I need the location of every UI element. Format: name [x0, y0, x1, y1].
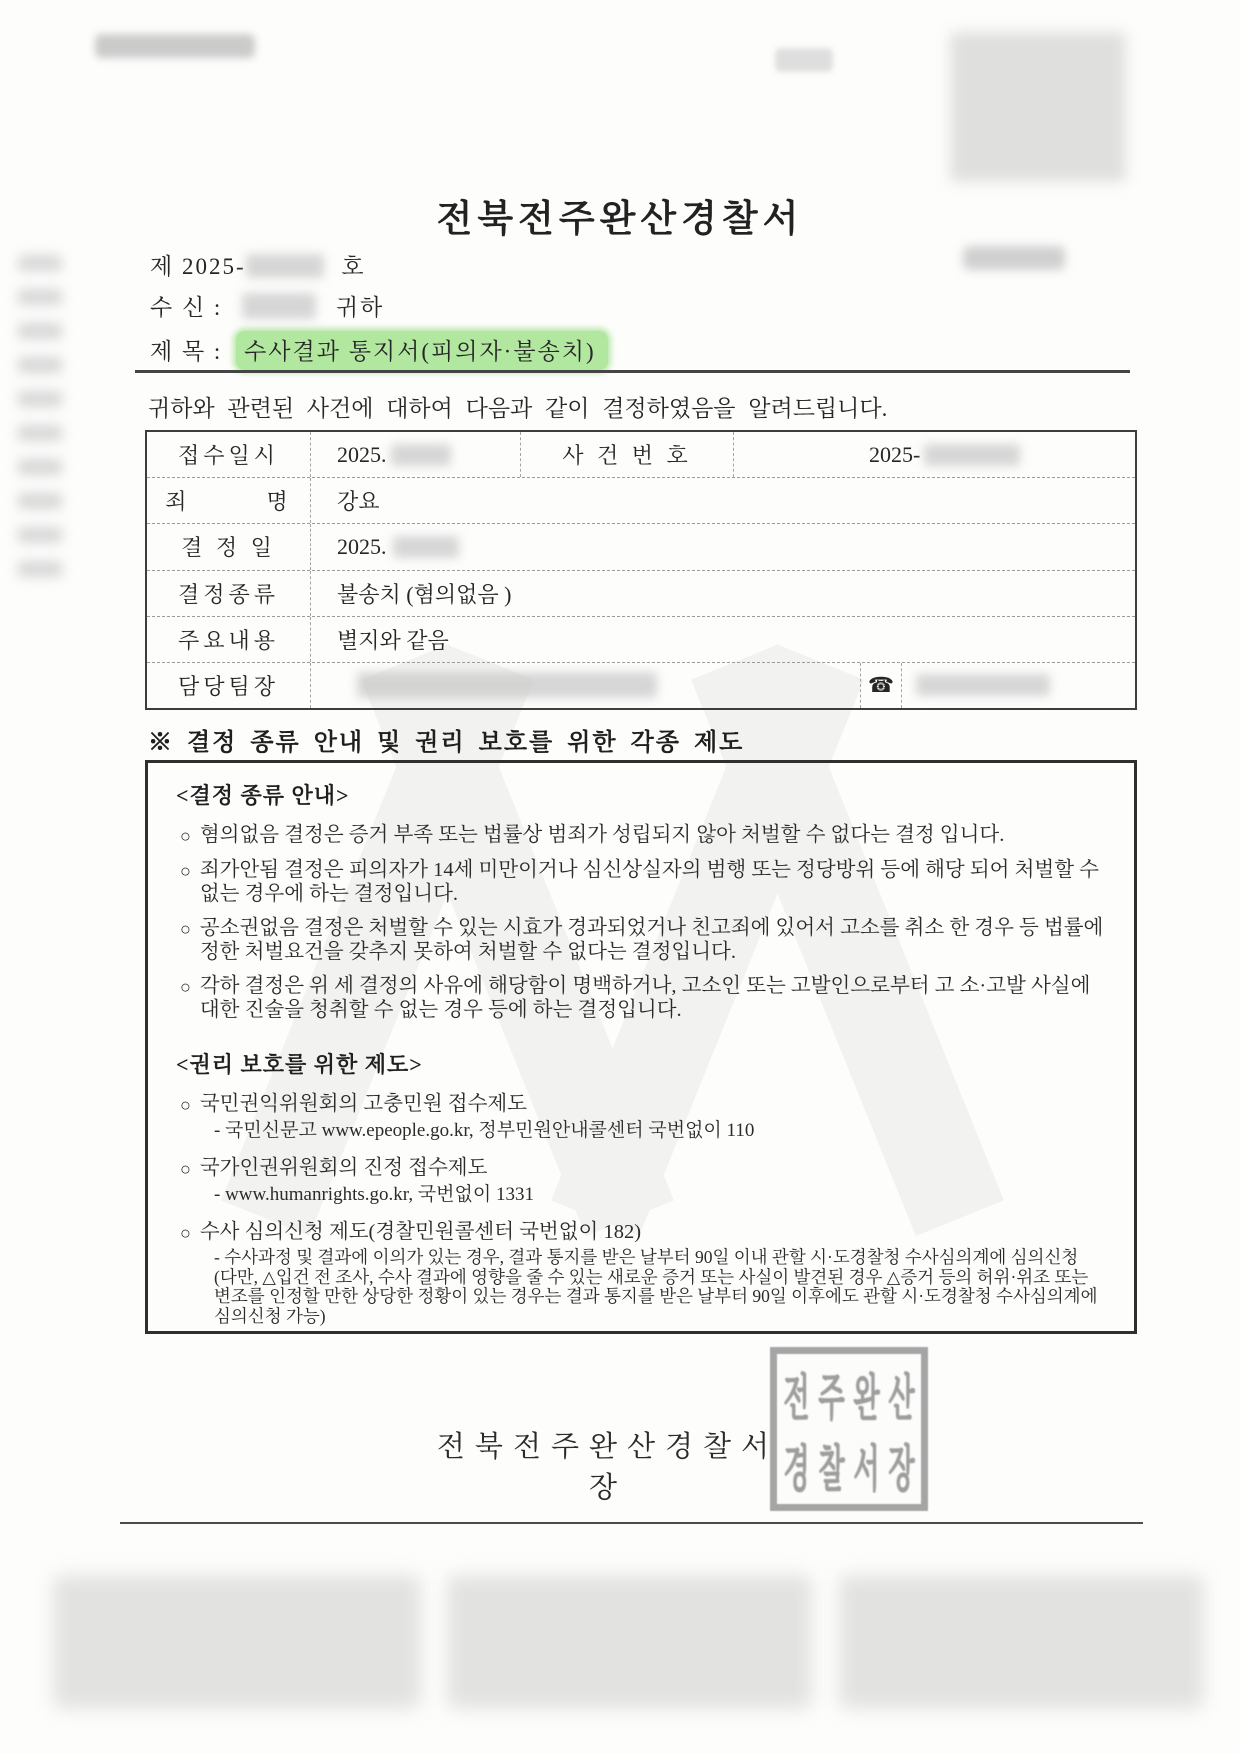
table-row [147, 523, 1135, 569]
seal-char: 서 [853, 1441, 880, 1497]
decision-item-text: 혐의없음 결정은 증거 부족 또는 법률상 범죄가 성립되지 않아 처벌할 수 없다는 결정 입니다. [199, 824, 1005, 846]
footer-divider [120, 1522, 1143, 1524]
rights-item [180, 1221, 1104, 1326]
decision-item [180, 824, 1104, 848]
header-divider [135, 370, 1130, 373]
seal-char: 찰 [818, 1441, 845, 1497]
bullet-icon: ○ [180, 977, 191, 997]
team-leader-cell [311, 663, 860, 708]
seal-char: 장 [888, 1441, 915, 1497]
redacted-doc-number [246, 254, 324, 278]
decision-item-text: 공소권없음 결정은 처벌할 수 있는 시효가 경과되었거나 친고죄에 있어서 고소를 취소 한 경우 등 법률에 정한 처벌요건을 갖추지 못하여 처벌할 수 없다는 결정입니다. [199, 917, 1104, 963]
bullet-icon: ○ [180, 1223, 191, 1243]
police-station-title: 전북전주완산경찰서 [436, 199, 804, 240]
info-box [145, 760, 1137, 1334]
section-heading: ※ 결정 종류 안내 및 권리 보호를 위한 각종 제도 [148, 730, 745, 756]
redacted-date [963, 246, 1065, 270]
seal-char: 경 [783, 1441, 810, 1497]
case-number-value: 2025- [869, 441, 921, 467]
rights-title: <권리 보호를 위한 제도> [176, 1052, 423, 1077]
redacted-footer-block [447, 1575, 812, 1709]
phone-number-cell [902, 663, 1135, 708]
row-label: 주요내용 [147, 617, 311, 662]
row-label: 결 정 일 [147, 524, 311, 569]
seal-char: 산 [888, 1370, 915, 1426]
case-number-cell [734, 432, 1135, 477]
redacted-footer-block [53, 1575, 421, 1709]
redacted-decision-date [393, 536, 459, 558]
phone-icon-cell [860, 663, 902, 708]
decision-item [180, 917, 1104, 964]
phone-icon: ☎ [867, 672, 895, 697]
decision-date-cell [311, 524, 1135, 569]
seal-char: 완 [853, 1370, 880, 1426]
decision-item-text: 각하 결정은 위 세 결정의 사유에 해당함이 명백하거나, 고소인 또는 고발인으로부터 고 소·고발 사실에 대한 진술을 청취할 수 없는 경우 등에 하는 결정입니다. [199, 975, 1091, 1021]
table-row [147, 570, 1135, 616]
table-row [147, 616, 1135, 662]
redacted-corner-block [950, 32, 1126, 182]
receipt-date-cell [311, 432, 520, 477]
bullet-icon: ○ [180, 1159, 191, 1179]
table-row [147, 432, 1135, 477]
redacted-phone-number [916, 674, 1050, 696]
rights-item-sub: - 수사과정 및 결과에 이의가 있는 경우, 결과 통지를 받은 날부터 90일 이내 관할 시·도경찰청 수사심의계에 심의신청 (다만, △입건 전 조사, 수사 결과에 영향을 줄 수 있는 새로운 증거 또는 사실이 발견된 경우 △증거 등의 허위·위조 또는 변조를 인정할 만한 상당한 정황이 있는 경우는 결과 통지를 받은 날부터 90일 이후에도 관할 시·도경찰청 수사심의계에 심의신청 가능) [214, 1247, 1098, 1326]
bullet-icon: ○ [180, 861, 191, 881]
decision-item [180, 975, 1104, 1022]
bullet-icon: ○ [180, 1095, 191, 1115]
chief-signature: 전북전주완산경찰서장 [436, 1431, 780, 1504]
subject-value-highlighted: 수사결과 통지서(피의자·불송치) [236, 331, 608, 370]
rights-item-sub: - www.humanrights.go.kr, 국번없이 1331 [214, 1184, 534, 1205]
decision-type-cell: 불송치 (혐의없음 ) [337, 581, 512, 607]
seal-char: 전 [783, 1370, 810, 1426]
redacted-header-text [95, 34, 255, 58]
receipt-date-value: 2025. [337, 441, 387, 467]
bullet-icon: ○ [180, 919, 191, 939]
rights-item [180, 1157, 1104, 1206]
rights-item-main: 국민권익위원회의 고충민원 접수제도 [199, 1093, 527, 1115]
table-row [147, 662, 1135, 708]
row-label: 죄 명 [147, 478, 311, 523]
rights-item-sub: - 국민신문고 www.epeople.go.kr, 정부민원안내콜센터 국번없이 110 [214, 1120, 755, 1141]
case-number-label: 사 건 번 호 [520, 432, 734, 477]
doc-number-suffix: 호 [341, 254, 366, 279]
redacted-recipient-name [242, 293, 316, 319]
rights-item-main: 수사 심의신청 제도(경찰민원콜센터 국번없이 182) [199, 1221, 642, 1243]
redacted-receipt-date [391, 444, 451, 466]
redacted-footer-block [839, 1575, 1204, 1709]
recipient-suffix: 귀하 [335, 295, 385, 320]
redacted-case-number [924, 444, 1020, 466]
row-label: 담당팀장 [147, 663, 311, 708]
row-label: 접수일시 [147, 432, 311, 477]
decision-item-text: 죄가안됨 결정은 피의자가 14세 미만이거나 심신상실자의 범행 또는 정당방위 등에 해당 되어 처벌할 수 없는 경우에 하는 결정입니다. [199, 859, 1099, 905]
bullet-icon: ○ [180, 826, 191, 846]
recipient-label: 수 신 : [150, 295, 223, 320]
decision-guide-title: <결정 종류 안내> [176, 783, 350, 808]
intro-sentence: 귀하와 관련된 사건에 대하여 다음과 같이 결정하였음을 알려드립니다. [148, 396, 888, 421]
faint-stamp-mark [775, 48, 833, 72]
decision-date-value: 2025. [337, 533, 387, 559]
doc-number-prefix: 제 2025- [150, 254, 246, 279]
decision-item [180, 859, 1104, 906]
redacted-margin-text [18, 255, 62, 585]
main-content-cell: 별지와 같음 [337, 627, 449, 653]
table-row [147, 477, 1135, 523]
row-label: 결정종류 [147, 571, 311, 616]
doc-number-line [150, 248, 366, 281]
decision-table [145, 430, 1137, 710]
offense-name-cell: 강요 [337, 489, 380, 515]
redacted-team-leader-name [357, 672, 657, 698]
subject-line [150, 331, 608, 370]
rights-item [180, 1093, 1104, 1142]
recipient-line [150, 289, 384, 322]
official-seal-stamp [770, 1347, 928, 1511]
seal-char: 주 [818, 1370, 845, 1426]
subject-label: 제 목 : [150, 339, 223, 364]
rights-item-main: 국가인권위원회의 진정 접수제도 [199, 1157, 488, 1179]
